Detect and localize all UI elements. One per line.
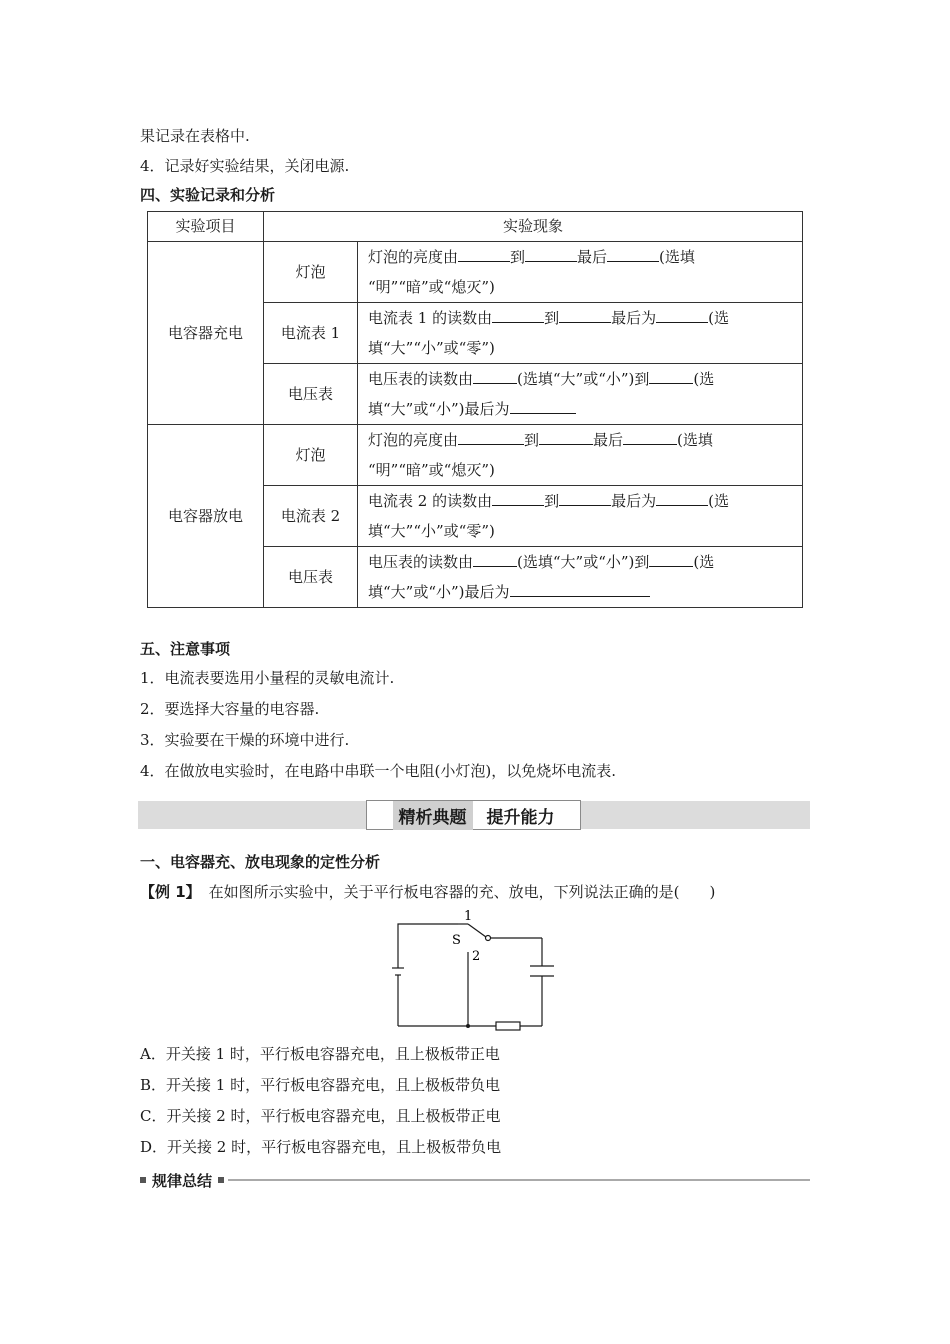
note-item: 3．实验要在干燥的环境中进行. <box>140 731 350 749</box>
summary-label: 规律总结 <box>152 1171 213 1190</box>
circuit-diagram <box>390 908 560 1032</box>
charging-label: 电容器充电 <box>148 242 264 425</box>
experiment-table <box>147 211 803 608</box>
intro-line-2: 4．记录好实验结果，关闭电源. <box>140 157 350 175</box>
switch-label: S <box>452 933 461 948</box>
option-a: A．开关接 1 时，平行板电容器充电，且上极板带正电 <box>140 1045 500 1063</box>
discharging-row-bulb: 灯泡 <box>264 425 358 486</box>
note-item: 4．在做放电实验时，在电路中串联一个电阻(小灯泡)，以免烧坏电流表. <box>140 762 617 780</box>
junction-dot <box>466 1024 470 1028</box>
discharging-voltmeter-text: 电压表的读数由 (选填“大”或“小”)到 (选 填“大”或“小”)最后为 <box>358 547 803 608</box>
charging-row-bulb: 灯泡 <box>264 242 358 303</box>
discharging-bulb-text: 灯泡的亮度由 到 最后 (选填 “明”“暗”或“熄灭”) <box>358 425 803 486</box>
discharging-ammeter-text: 电流表 2 的读数由 到 最后为 (选 填“大”“小”或“零”) <box>358 486 803 547</box>
part-1-heading: 一、电容器充、放电现象的定性分析 <box>140 853 381 871</box>
option-b: B．开关接 1 时，平行板电容器充电，且上极板带负电 <box>140 1076 501 1094</box>
resistor <box>496 1022 520 1030</box>
note-item: 2．要选择大容量的电容器. <box>140 700 320 718</box>
terminal-2-label: 2 <box>472 949 481 964</box>
square-bullet-icon <box>218 1177 224 1183</box>
charging-bulb-text: 灯泡的亮度由 到 最后 (选填 “明”“暗”或“熄灭”) <box>358 242 803 303</box>
switch-blade <box>468 924 486 937</box>
header-phenomenon: 实验现象 <box>264 212 803 242</box>
banner-title-box <box>366 800 581 830</box>
charging-ammeter-text: 电流表 1 的读数由 到 最后为 (选 填“大”“小”或“零”) <box>358 303 803 364</box>
header-item: 实验项目 <box>148 212 264 242</box>
section-5-heading: 五、注意事项 <box>140 640 231 658</box>
intro-line-1: 果记录在表格中. <box>140 127 250 145</box>
summary-rule <box>228 1179 810 1181</box>
discharging-label: 电容器放电 <box>148 425 264 608</box>
square-bullet-icon <box>140 1177 146 1183</box>
banner-left-text: 精析典题 <box>393 801 473 830</box>
banner-right-text: 提升能力 <box>486 807 555 828</box>
note-item: 1．电流表要选用小量程的灵敏电流计. <box>140 669 395 687</box>
summary-header <box>140 1170 810 1190</box>
charging-voltmeter-text: 电压表的读数由 (选填“大”或“小”)到 (选 填“大”或“小”)最后为 <box>358 364 803 425</box>
discharging-row-voltmeter: 电压表 <box>264 547 358 608</box>
wire-top <box>398 924 458 952</box>
terminal-1-label: 1 <box>464 909 473 924</box>
example-question: 【例 1】 在如图所示实验中，关于平行板电容器的充、放电，下列说法正确的是( ) <box>140 883 716 901</box>
charging-row-ammeter: 电流表 1 <box>264 303 358 364</box>
section-4-heading: 四、实验记录和分析 <box>140 186 276 204</box>
charging-row-voltmeter: 电压表 <box>264 364 358 425</box>
example-tag: 【例 1】 <box>140 883 201 901</box>
switch-contact <box>486 936 491 941</box>
discharging-row-ammeter: 电流表 2 <box>264 486 358 547</box>
option-c: C．开关接 2 时，平行板电容器充电，且上极板带正电 <box>140 1107 501 1125</box>
option-d: D．开关接 2 时，平行板电容器充电，且上极板带负电 <box>140 1138 502 1156</box>
